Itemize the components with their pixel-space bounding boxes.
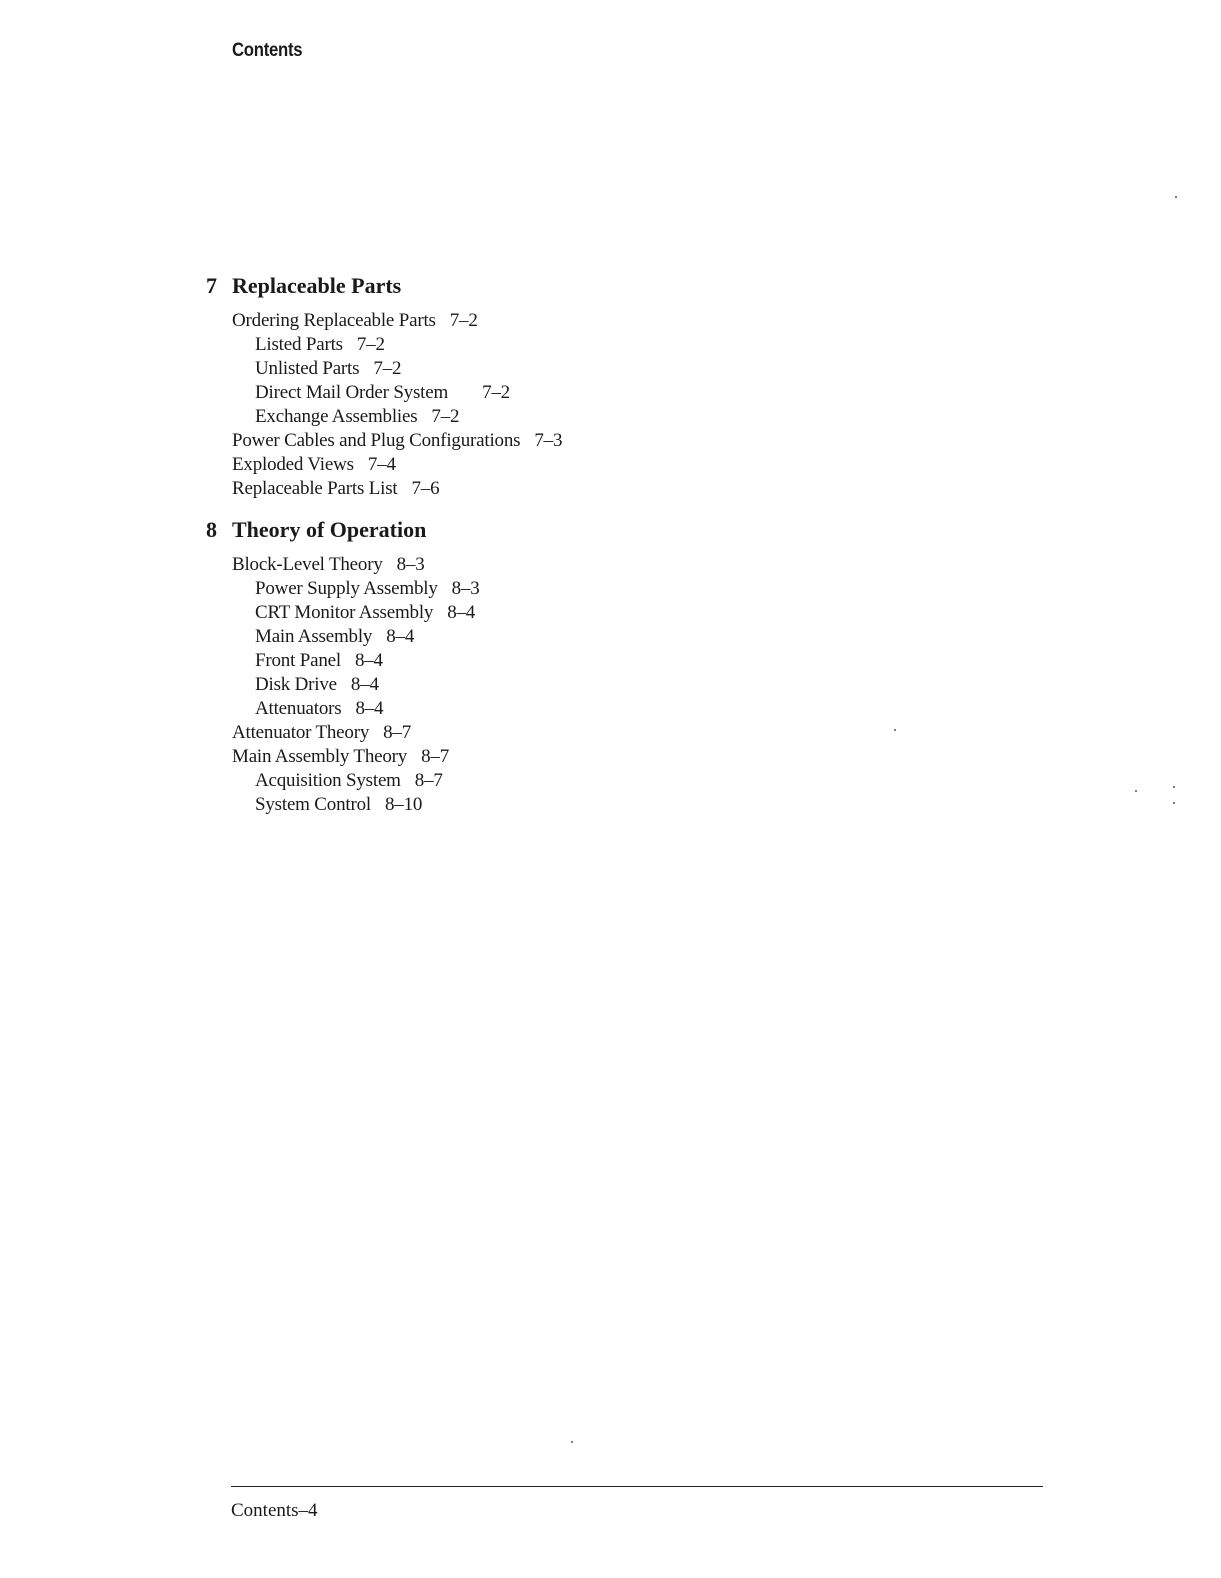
toc-entry-page: 8–10 [384,794,423,815]
toc-entry-page: 7–3 [534,430,563,451]
toc-entry-page: 8–7 [383,722,412,743]
toc-entry[interactable] [206,745,480,769]
toc-entry-text: Replaceable Parts List [232,478,398,499]
toc-entry-text: Power Cables and Plug Configurations [232,430,521,451]
scan-speck [1173,786,1175,788]
toc-entry[interactable] [206,429,562,453]
scan-speck [894,729,896,731]
toc-entry[interactable] [206,577,480,601]
scan-speck [1175,196,1177,198]
chapter-number: 7 [206,273,217,298]
toc-entry-text: CRT Monitor Assembly [255,602,434,623]
toc-entry[interactable] [206,553,480,577]
footer-rule [231,1486,1043,1487]
toc-entry-text: Listed Parts [255,334,343,355]
footer-page-label: Contents–4 [231,1500,318,1521]
toc-entry-text: Attenuators [255,698,342,719]
toc-entry[interactable] [206,381,562,405]
toc-entry-page: 8–3 [451,578,480,599]
toc-entry-page: 8–7 [414,770,443,791]
toc-entry[interactable] [206,793,480,817]
chapter-7-title[interactable] [206,272,562,300]
chapter-title-text: Theory of Operation [232,517,427,542]
toc-entry-text: Exploded Views [232,454,354,475]
toc-entry-text: Ordering Replaceable Parts [232,310,436,331]
toc-entry[interactable] [206,769,480,793]
toc-entry[interactable] [206,673,480,697]
toc-entry-page: 8–4 [447,602,476,623]
toc-entry[interactable] [206,405,562,429]
toc-entry[interactable] [206,721,480,745]
toc-entry-text: Exchange Assemblies [255,406,418,427]
toc-entry-text: Main Assembly [255,626,373,647]
toc-entry[interactable] [206,309,562,333]
toc-entry[interactable] [206,357,562,381]
chapter-7-entries [206,309,562,501]
toc-entry-page: 7–6 [411,478,440,499]
scan-speck [571,1441,573,1443]
toc-entry-page: 8–4 [354,650,383,671]
toc-entry-page: 7–2 [431,406,460,427]
toc-entry-text: Main Assembly Theory [232,746,408,767]
toc-entry[interactable] [206,697,480,721]
toc-entry-page: 7–2 [482,382,510,403]
toc-entry-text: Unlisted Parts [255,358,360,379]
toc-entry-text: Disk Drive [255,674,337,695]
toc-entry-page: 7–2 [449,310,478,331]
toc-entry[interactable] [206,601,480,625]
toc-entry[interactable] [206,453,562,477]
scan-speck [1135,790,1137,792]
running-head: Contents [232,40,303,61]
chapter-number: 8 [206,517,217,542]
toc-entry[interactable] [206,649,480,673]
chapter-8-title[interactable] [206,516,480,544]
toc-entry-text: Power Supply Assembly [255,578,438,599]
toc-entry-text: Acquisition System [255,770,401,791]
toc-entry-page: 8–4 [350,674,379,695]
scan-speck [1173,802,1175,804]
toc-entry[interactable] [206,477,562,501]
toc-entry-page: 7–2 [373,358,402,379]
chapter-7 [206,272,562,501]
toc-entry[interactable] [206,625,480,649]
toc-entry-text: Attenuator Theory [232,722,370,743]
toc-entry-page: 7–4 [367,454,396,475]
toc-entry[interactable] [206,333,562,357]
toc-entry-page: 8–7 [421,746,449,767]
toc-entry-text: Front Panel [255,650,341,671]
toc-entry-text: Block-Level Theory [232,554,383,575]
toc-entry-page: 8–3 [396,554,425,575]
chapter-title-text: Replaceable Parts [232,273,402,298]
chapter-8 [206,516,480,817]
toc-entry-page: 7–2 [356,334,385,355]
chapter-8-entries [206,553,480,817]
toc-entry-text: System Control [255,794,371,815]
toc-entry-page: 8–4 [355,698,384,719]
toc-entry-text: Direct Mail Order System [255,382,449,403]
toc-entry-page: 8–4 [386,626,415,647]
